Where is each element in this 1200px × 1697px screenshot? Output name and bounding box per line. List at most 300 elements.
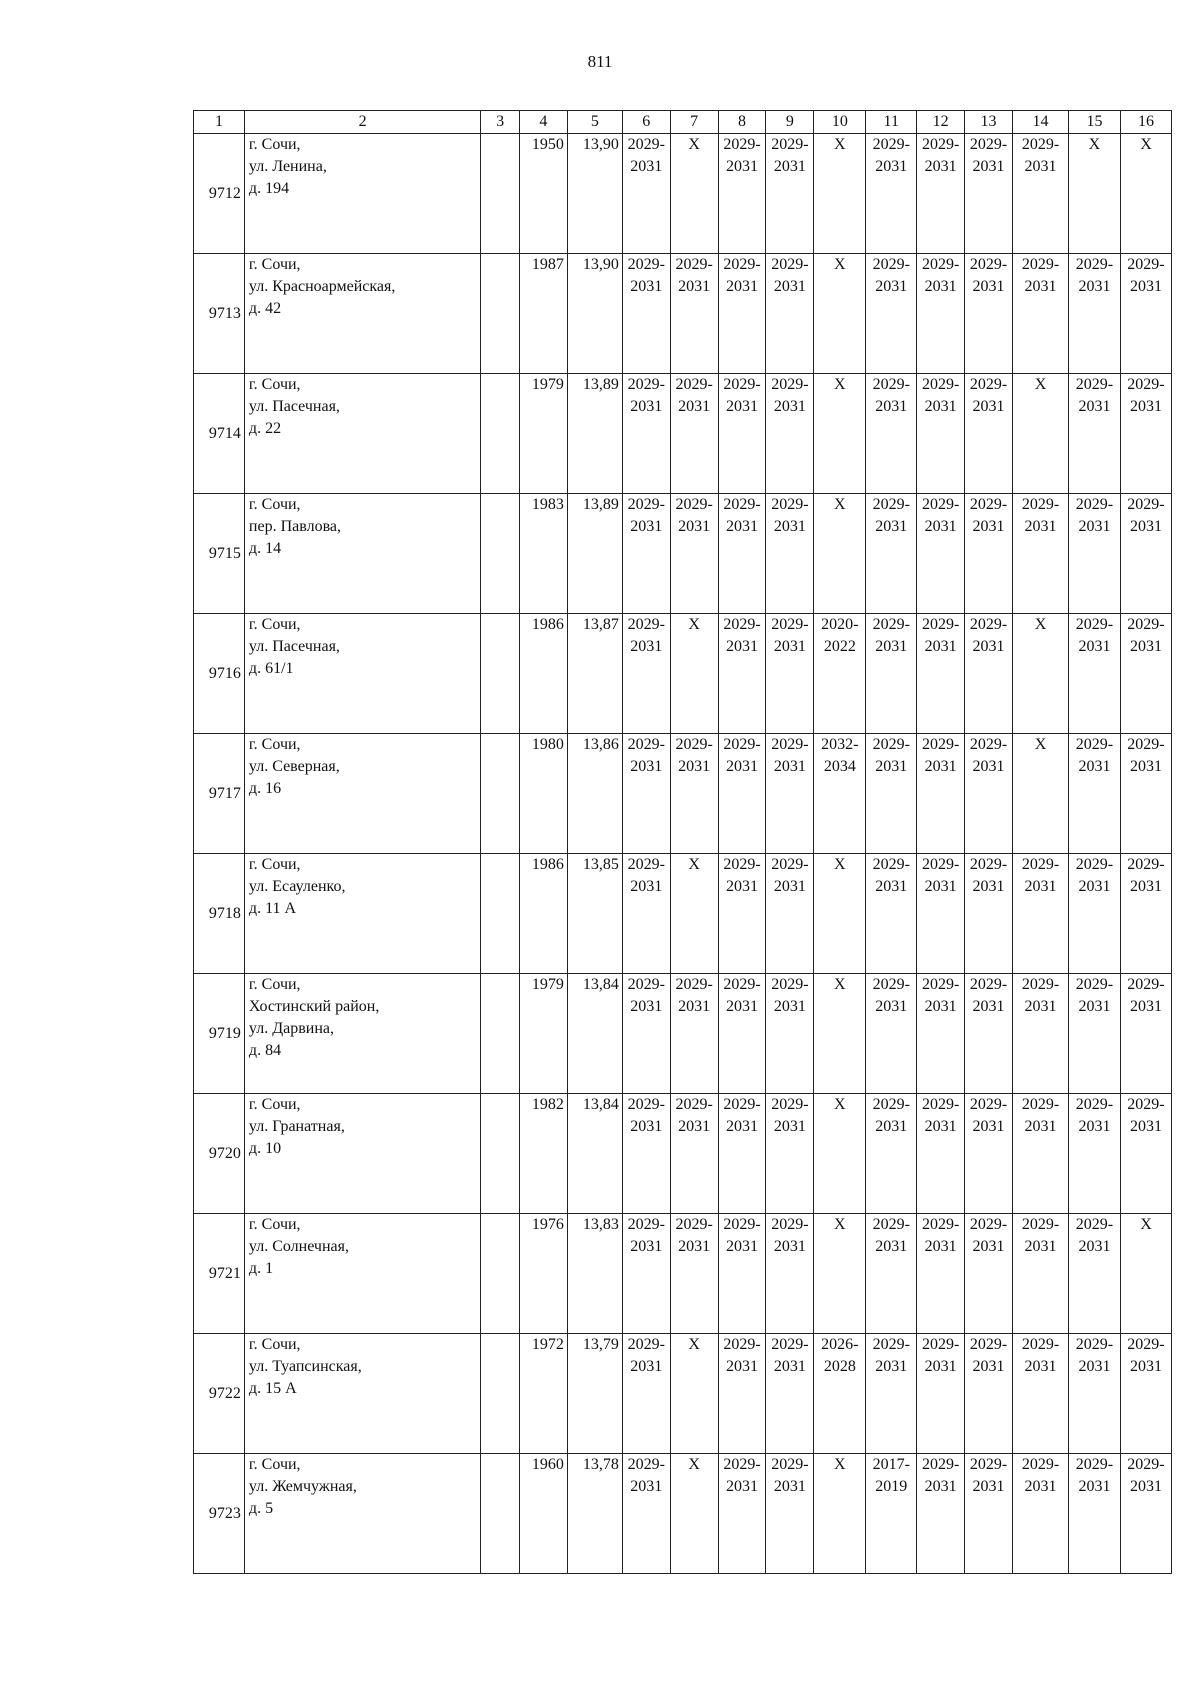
period-cell-text: 2029- 2031 [969, 376, 1008, 415]
address-cell [244, 374, 480, 494]
value-cell [567, 134, 622, 254]
row-number-text: 9717 [208, 784, 241, 802]
period-cell [766, 254, 814, 374]
value-cell-text: 13,85 [582, 856, 619, 873]
address-line: г. Сочи, [248, 976, 301, 993]
column-header: 5 [567, 111, 622, 134]
period-cell [670, 854, 718, 974]
period-cell [917, 1334, 965, 1454]
period-cell [718, 494, 766, 614]
column-header: 15 [1068, 111, 1120, 134]
period-cell [622, 854, 670, 974]
period-cell [814, 974, 866, 1094]
address-line: г. Сочи, [248, 376, 301, 393]
period-cell [622, 734, 670, 854]
period-cell [766, 614, 814, 734]
period-cell-text: 2029- 2031 [872, 976, 910, 1015]
period-cell [718, 134, 766, 254]
period-cell-text: 2029- 2031 [771, 136, 809, 175]
period-cell-text: 2029- 2031 [1021, 976, 1060, 1015]
period-cell [766, 494, 814, 614]
period-cell [718, 854, 766, 974]
value-cell [567, 494, 622, 614]
period-cell-text: 2020- 2022 [821, 616, 859, 655]
row-number-text: 9719 [208, 1024, 241, 1042]
row-number-text: 9723 [208, 1504, 241, 1522]
value-cell [567, 734, 622, 854]
address-line: д. 61/1 [248, 660, 294, 677]
period-cell [965, 494, 1013, 614]
row-number [194, 1094, 245, 1214]
value-cell [567, 1214, 622, 1334]
period-cell [1012, 494, 1068, 614]
address-cell [244, 134, 480, 254]
col3-cell [481, 1094, 520, 1214]
period-cell-text: X [834, 1216, 846, 1233]
col3-cell [481, 1214, 520, 1334]
period-cell [1012, 254, 1068, 374]
column-header: 8 [718, 111, 766, 134]
period-cell-text: X [1140, 136, 1152, 153]
period-cell-text: 2029- 2031 [675, 496, 713, 535]
period-cell-text: 2029- 2031 [969, 1336, 1008, 1375]
address-line: г. Сочи, [248, 616, 301, 633]
period-cell-text: 2029- 2031 [771, 256, 809, 295]
period-cell-text: X [834, 136, 846, 153]
address-line: д. 22 [248, 420, 282, 437]
period-cell [718, 254, 766, 374]
row-number [194, 974, 245, 1094]
period-cell-text: 2029- 2031 [872, 496, 910, 535]
period-cell-text: 2029- 2031 [969, 1096, 1008, 1135]
period-cell [1068, 494, 1120, 614]
period-cell [1068, 854, 1120, 974]
period-cell [1012, 1094, 1068, 1214]
year-cell-text: 1976 [531, 1216, 564, 1233]
period-cell-text: 2029- 2031 [1021, 136, 1060, 175]
address-line: ул. Есауленко, [248, 878, 346, 895]
period-cell-text: X [688, 136, 700, 153]
year-cell [519, 854, 567, 974]
address-line: ул. Дарвина, [248, 1020, 334, 1037]
period-cell [670, 614, 718, 734]
period-cell-text: 2029- 2031 [675, 736, 713, 775]
period-cell [1068, 974, 1120, 1094]
address-line: г. Сочи, [248, 1456, 301, 1473]
period-cell-text: 2029- 2031 [969, 976, 1008, 1015]
period-cell-text: 2029- 2031 [723, 1096, 761, 1135]
period-cell [917, 1454, 965, 1574]
period-cell [1120, 254, 1171, 374]
row-number-text: 9715 [208, 544, 241, 562]
period-cell-text: X [834, 976, 846, 993]
period-cell-text: 2029- 2031 [771, 1456, 809, 1495]
period-cell [814, 614, 866, 734]
period-cell-text: 2029- 2031 [969, 736, 1008, 775]
period-cell-text: 2029- 2031 [723, 976, 761, 1015]
period-cell [718, 374, 766, 494]
period-cell-text: X [834, 256, 846, 273]
value-cell-text: 13,89 [582, 376, 619, 393]
period-cell [917, 1214, 965, 1334]
period-cell-text: X [834, 856, 846, 873]
period-cell [766, 134, 814, 254]
period-cell-text: 2029- 2031 [771, 1216, 809, 1255]
period-cell [917, 374, 965, 494]
address-line: г. Сочи, [248, 1096, 301, 1113]
period-cell-text: 2029- 2031 [921, 1096, 960, 1135]
period-cell [965, 1214, 1013, 1334]
row-number [194, 614, 245, 734]
year-cell [519, 1094, 567, 1214]
value-cell-text: 13,90 [582, 256, 619, 273]
period-cell [1120, 854, 1171, 974]
column-header: 16 [1120, 111, 1171, 134]
column-header: 3 [481, 111, 520, 134]
period-cell-text: 2029- 2031 [969, 616, 1008, 655]
period-cell [1120, 494, 1171, 614]
period-cell [866, 254, 917, 374]
period-cell-text: 2029- 2031 [1021, 1336, 1060, 1375]
period-cell-text: 2029- 2031 [921, 616, 960, 655]
period-cell-text: 2029- 2031 [771, 856, 809, 895]
table-row [194, 734, 1172, 854]
period-cell [1068, 1214, 1120, 1334]
address-cell [244, 734, 480, 854]
address-line: г. Сочи, [248, 1216, 301, 1233]
period-cell [622, 134, 670, 254]
table-row [194, 1334, 1172, 1454]
period-cell [670, 254, 718, 374]
period-cell-text: X [834, 1096, 846, 1113]
period-cell [965, 734, 1013, 854]
period-cell [1012, 1334, 1068, 1454]
period-cell [965, 1334, 1013, 1454]
col3-cell [481, 494, 520, 614]
column-header: 4 [519, 111, 567, 134]
col3-cell [481, 134, 520, 254]
column-header: 6 [622, 111, 670, 134]
period-cell-text: 2029- 2031 [723, 736, 761, 775]
value-cell [567, 254, 622, 374]
column-header: 13 [965, 111, 1013, 134]
year-cell-text: 1986 [531, 856, 564, 873]
address-line: д. 16 [248, 780, 282, 797]
period-cell-text: 2032- 2034 [821, 736, 859, 775]
period-cell-text: X [834, 496, 846, 513]
period-cell-text: 2029- 2031 [1075, 856, 1114, 895]
period-cell-text: 2029- 2031 [1075, 1096, 1114, 1135]
period-cell-text: 2029- 2031 [969, 1216, 1008, 1255]
period-cell-text: 2029- 2031 [872, 376, 910, 415]
period-cell-text: 2029- 2031 [723, 616, 761, 655]
period-cell-text: 2029- 2031 [1021, 1096, 1060, 1135]
period-cell [1068, 614, 1120, 734]
year-cell [519, 614, 567, 734]
period-cell-text: 2029- 2031 [969, 496, 1008, 535]
period-cell [670, 1094, 718, 1214]
register-table [193, 110, 1172, 1574]
value-cell-text: 13,90 [582, 136, 619, 153]
period-cell-text: 2029- 2031 [921, 1336, 960, 1375]
column-header: 14 [1012, 111, 1068, 134]
period-cell-text: 2029- 2031 [872, 856, 910, 895]
year-cell [519, 134, 567, 254]
value-cell-text: 13,83 [582, 1216, 619, 1233]
period-cell-text: 2029- 2031 [675, 1216, 713, 1255]
period-cell-text: 2029- 2031 [921, 376, 960, 415]
period-cell [866, 1454, 917, 1574]
row-number-text: 9722 [208, 1384, 241, 1402]
period-cell [622, 254, 670, 374]
period-cell-text: 2029- 2031 [1127, 736, 1165, 775]
address-line: д. 11 А [248, 900, 297, 917]
value-cell [567, 1334, 622, 1454]
period-cell-text: 2029- 2031 [872, 616, 910, 655]
period-cell [814, 1214, 866, 1334]
row-number [194, 1214, 245, 1334]
address-line: ул. Пасечная, [248, 638, 340, 655]
row-number [194, 1334, 245, 1454]
year-cell [519, 1454, 567, 1574]
period-cell [766, 1454, 814, 1574]
period-cell-text: X [834, 1456, 846, 1473]
period-cell [718, 1454, 766, 1574]
period-cell-text: 2029- 2031 [1075, 256, 1114, 295]
address-line: ул. Ленина, [248, 158, 327, 175]
address-cell [244, 1094, 480, 1214]
column-header: 1 [194, 111, 245, 134]
period-cell-text: X [1034, 616, 1047, 633]
period-cell [670, 734, 718, 854]
col3-cell [481, 854, 520, 974]
period-cell [965, 134, 1013, 254]
period-cell [622, 1454, 670, 1574]
period-cell-text: 2029- 2031 [1127, 376, 1165, 415]
period-cell [1120, 1094, 1171, 1214]
value-cell [567, 374, 622, 494]
row-number [194, 254, 245, 374]
period-cell [965, 614, 1013, 734]
period-cell [718, 1334, 766, 1454]
period-cell [1120, 1214, 1171, 1334]
period-cell-text: X [688, 1336, 700, 1353]
year-cell-text: 1950 [531, 136, 564, 153]
period-cell [766, 854, 814, 974]
period-cell [814, 854, 866, 974]
period-cell-text: 2029- 2031 [921, 136, 960, 175]
column-header: 11 [866, 111, 917, 134]
period-cell [718, 1214, 766, 1334]
address-line: д. 84 [248, 1042, 282, 1059]
col3-cell [481, 614, 520, 734]
address-line: г. Сочи, [248, 736, 301, 753]
col3-cell [481, 254, 520, 374]
period-cell [866, 1094, 917, 1214]
period-cell-text: 2029- 2031 [723, 1456, 761, 1495]
year-cell [519, 1214, 567, 1334]
period-cell [866, 134, 917, 254]
row-number [194, 134, 245, 254]
table-row [194, 254, 1172, 374]
period-cell [917, 974, 965, 1094]
value-cell [567, 854, 622, 974]
address-cell [244, 1334, 480, 1454]
period-cell [670, 974, 718, 1094]
year-cell-text: 1982 [531, 1096, 564, 1113]
period-cell [766, 1334, 814, 1454]
address-line: Хостинский район, [248, 998, 380, 1015]
period-cell [814, 1094, 866, 1214]
row-number [194, 1454, 245, 1574]
period-cell-text: 2029- 2031 [921, 1456, 960, 1495]
period-cell [866, 734, 917, 854]
value-cell [567, 614, 622, 734]
period-cell-text: 2029- 2031 [872, 1336, 910, 1375]
period-cell [670, 374, 718, 494]
period-cell-text: 2029- 2031 [675, 376, 713, 415]
period-cell-text: 2029- 2031 [872, 136, 910, 175]
period-cell-text: 2029- 2031 [771, 376, 809, 415]
period-cell-text: 2029- 2031 [675, 976, 713, 1015]
address-cell [244, 1214, 480, 1334]
period-cell [1068, 1334, 1120, 1454]
period-cell-text: 2017- 2019 [872, 1456, 910, 1495]
period-cell [1012, 374, 1068, 494]
period-cell [814, 734, 866, 854]
row-number [194, 854, 245, 974]
column-header: 7 [670, 111, 718, 134]
period-cell [917, 854, 965, 974]
row-number [194, 494, 245, 614]
period-cell [1012, 854, 1068, 974]
address-cell [244, 494, 480, 614]
period-cell-text: 2029- 2031 [1075, 496, 1114, 535]
period-cell-text: 2029- 2031 [872, 1096, 910, 1135]
period-cell [917, 614, 965, 734]
period-cell [1120, 134, 1171, 254]
year-cell-text: 1979 [531, 376, 564, 393]
period-cell-text: 2029- 2031 [1075, 1216, 1114, 1255]
period-cell-text: X [688, 616, 700, 633]
value-cell [567, 1094, 622, 1214]
period-cell [1012, 1214, 1068, 1334]
period-cell-text: 2029- 2031 [872, 736, 910, 775]
value-cell-text: 13,84 [582, 976, 619, 993]
period-cell-text: 2029- 2031 [627, 1216, 665, 1255]
table-row [194, 374, 1172, 494]
col3-cell [481, 974, 520, 1094]
value-cell-text: 13,87 [582, 616, 619, 633]
address-cell [244, 854, 480, 974]
period-cell-text: 2029- 2031 [1127, 976, 1165, 1015]
address-line: ул. Туапсинская, [248, 1358, 362, 1375]
period-cell-text: 2029- 2031 [723, 1216, 761, 1255]
period-cell-text: X [1140, 1216, 1152, 1233]
period-cell-text: 2029- 2031 [723, 1336, 761, 1375]
row-number [194, 374, 245, 494]
period-cell [965, 1454, 1013, 1574]
period-cell-text: 2029- 2031 [872, 256, 910, 295]
value-cell [567, 974, 622, 1094]
address-line: ул. Красноармейская, [248, 278, 396, 295]
period-cell-text: 2029- 2031 [627, 136, 665, 175]
year-cell-text: 1987 [531, 256, 564, 273]
period-cell-text: 2029- 2031 [969, 856, 1008, 895]
period-cell-text: 2029- 2031 [771, 976, 809, 1015]
period-cell [1068, 1454, 1120, 1574]
period-cell-text: X [1088, 136, 1101, 153]
period-cell [965, 854, 1013, 974]
header-row [194, 111, 1172, 134]
period-cell [622, 494, 670, 614]
period-cell-text: 2029- 2031 [872, 1216, 910, 1255]
address-line: ул. Жемчужная, [248, 1478, 357, 1495]
row-number-text: 9716 [208, 664, 241, 682]
period-cell-text: 2029- 2031 [921, 256, 960, 295]
period-cell-text: 2029- 2031 [675, 256, 713, 295]
period-cell [866, 374, 917, 494]
period-cell [622, 974, 670, 1094]
period-cell [917, 734, 965, 854]
period-cell [965, 1094, 1013, 1214]
period-cell [1012, 134, 1068, 254]
period-cell-text: X [1034, 376, 1047, 393]
period-cell [866, 1214, 917, 1334]
period-cell [622, 1214, 670, 1334]
period-cell [1012, 974, 1068, 1094]
address-line: г. Сочи, [248, 136, 301, 153]
period-cell-text: 2029- 2031 [723, 856, 761, 895]
period-cell-text: 2029- 2031 [1075, 616, 1114, 655]
period-cell [1068, 1094, 1120, 1214]
value-cell-text: 13,84 [582, 1096, 619, 1113]
period-cell-text: 2029- 2031 [921, 736, 960, 775]
period-cell [670, 1214, 718, 1334]
period-cell [814, 254, 866, 374]
period-cell [866, 614, 917, 734]
period-cell [766, 1094, 814, 1214]
value-cell [567, 1454, 622, 1574]
period-cell-text: 2029- 2031 [1127, 1096, 1165, 1135]
address-line: г. Сочи, [248, 256, 301, 273]
value-cell-text: 13,89 [582, 496, 619, 513]
col3-cell [481, 734, 520, 854]
period-cell [1120, 374, 1171, 494]
period-cell [766, 374, 814, 494]
row-number-text: 9712 [208, 184, 241, 202]
period-cell-text: 2029- 2031 [969, 1456, 1008, 1495]
period-cell [718, 614, 766, 734]
period-cell [718, 734, 766, 854]
period-cell [1068, 734, 1120, 854]
period-cell [917, 494, 965, 614]
period-cell-text: 2029- 2031 [921, 1216, 960, 1255]
address-line: г. Сочи, [248, 1336, 301, 1353]
period-cell-text: 2029- 2031 [771, 496, 809, 535]
col3-cell [481, 374, 520, 494]
period-cell [1012, 734, 1068, 854]
page-number: 811 [587, 52, 613, 71]
column-header: 10 [814, 111, 866, 134]
table-row [194, 494, 1172, 614]
address-line: д. 1 [248, 1260, 274, 1277]
address-line: ул. Солнечная, [248, 1238, 349, 1255]
period-cell [965, 254, 1013, 374]
table-row [194, 854, 1172, 974]
col3-cell [481, 1454, 520, 1574]
period-cell-text: 2029- 2031 [1127, 256, 1165, 295]
